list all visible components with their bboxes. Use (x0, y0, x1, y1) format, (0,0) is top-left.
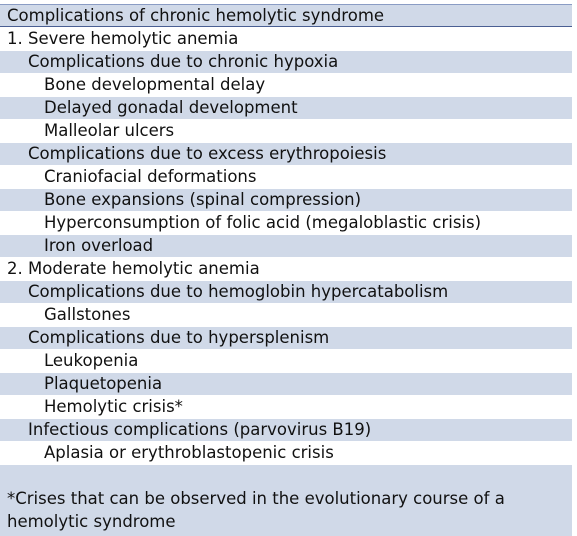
table-row: Craniofacial deformations (0, 166, 572, 189)
table-row: Complications due to excess erythropoiesis (0, 143, 572, 166)
table-row: 1. Severe hemolytic anemia (0, 28, 572, 51)
table-row: Hyperconsumption of folic acid (megaloblastic crisis) (0, 212, 572, 235)
table-row: Bone expansions (spinal compression) (0, 189, 572, 212)
table-row: Plaquetopenia (0, 373, 572, 396)
table-row: Malleolar ulcers (0, 120, 572, 143)
table-title: Complications of chronic hemolytic syndrome (0, 4, 572, 27)
table-footnote: *Crises that can be observed in the evolutionary course of a hemolytic syndrome (0, 485, 572, 536)
table-row: Gallstones (0, 304, 572, 327)
table-row: Complications due to hemoglobin hypercatabolism (0, 281, 572, 304)
table-row: Delayed gonadal development (0, 97, 572, 120)
table-row: Bone developmental delay (0, 74, 572, 97)
table-row: Complications due to hypersplenism (0, 327, 572, 350)
table-row: Leukopenia (0, 350, 572, 373)
table-row: Complications due to chronic hypoxia (0, 51, 572, 74)
table-row: Hemolytic crisis* (0, 396, 572, 419)
table-row: Aplasia or erythroblastopenic crisis (0, 442, 572, 465)
table-row: 2. Moderate hemolytic anemia (0, 258, 572, 281)
table-row: Infectious complications (parvovirus B19) (0, 419, 572, 442)
table-row: Iron overload (0, 235, 572, 258)
